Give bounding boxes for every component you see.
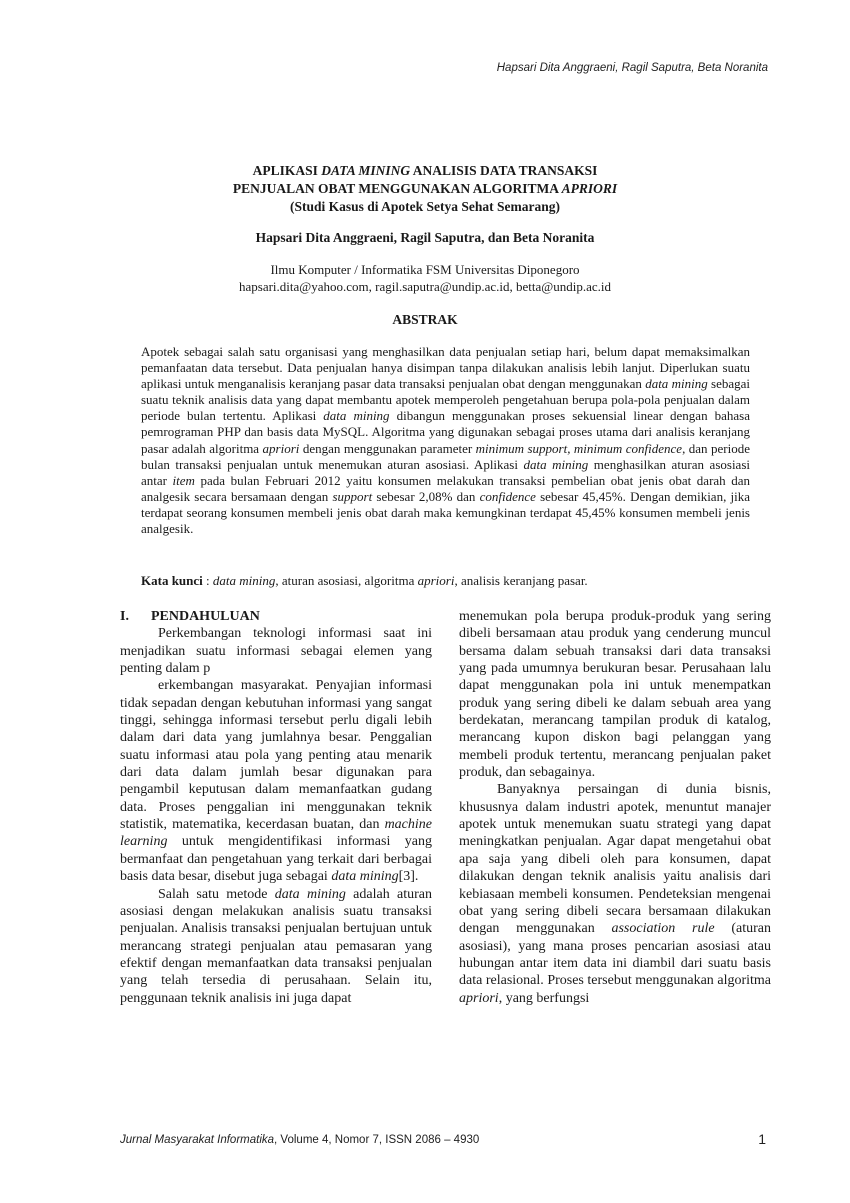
paragraph: Salah satu metode data mining adalah aturan asosiasi dengan melakukan analisis suatu transaksi penjualan. Analisis transaksi penjualan bertujuan untuk merancang strategi penjualan atau pemasaran yang efektif dengan memanfaatkan data transaksi penjualan yang telah tersedia di perusahaan. Selain itu, penggunaan teknik analisis ini juga dapat (120, 886, 432, 1006)
affiliation-institution: Ilmu Komputer / Informatika FSM Universitas Diponegoro (270, 262, 580, 277)
paragraph: erkembangan masyarakat. Penyajian informasi tidak sepadan dengan kebutuhan informasi yang sangat tinggi, sehingga informasi tersebut perlu digali lebih dalam dari data yang jumlahnya besar. Penggalian suatu informasi atau pola yang penting atau menarik dari data dalam jumlah besar digunakan para pengambil keputusan dalam memanfaatkan gudang data. Proses penggalian ini menggunakan teknik statistik, matematika, kecerdasan buatan, dan machine learning untuk mengidentifikasi informasi yang bermanfaat dan pengetahuan yang terkait dari berbagai basis data besar, disebut juga sebagai data mining[3]. (120, 678, 432, 885)
left-column (120, 608, 432, 1007)
right-column (459, 608, 771, 1007)
keywords-label: Kata kunci (141, 573, 203, 588)
paragraph: menemukan pola berupa produk-produk yang sering dibeli bersamaan atau produk yang cenderung muncul bersama dalam sebuah transaksi dari data transaksi yang pada umumnya berukuran besar. Perusahaan lalu dapat menggunakan pola ini untuk menempatkan produk yang sering dibeli ke dalam sebuah area yang berdekatan, merancang tampilan produk di katalog, merancang kupon diskon bagi pelanggan yang membeli produk tertentu, merancang penjualan paket produk, dan sebagainya. (459, 609, 771, 781)
title-line-1: APLIKASI DATA MINING ANALISIS DATA TRANSAKSI (252, 163, 598, 178)
paper-title (0, 162, 850, 216)
keywords: Kata kunci : data mining, aturan asosiasi, algoritma apriori, analisis keranjang pasar. (141, 573, 588, 588)
title-subtitle: (Studi Kasus di Apotek Setya Sehat Semarang) (289, 199, 561, 214)
title-line-2: PENJUALAN OBAT MENGGUNAKAN ALGORITMA APRIORI (232, 181, 618, 196)
affiliation (0, 261, 850, 295)
section-heading: I. PENDAHULUAN (120, 609, 260, 624)
affiliation-emails: hapsari.dita@yahoo.com, ragil.saputra@undip.ac.id, betta@undip.ac.id (238, 279, 611, 294)
paragraph: Banyaknya persaingan di dunia bisnis, khususnya dalam industri apotek, menuntut manajer apotek untuk menemukan suatu strategi yang dapat meningkatkan penjualan. Agar dapat mengetahui obat apa saja yang dibeli oleh para konsumen, dapat dilakukan dengan teknik analisis yaitu analisis dari kebiasaan membeli konsumen. Pendeteksian mengenai obat yang sering dibeli secara bersamaan dilakukan dengan menggunakan association rule (aturan asosiasi), yang mana proses pencarian asosiasi atau hubungan antar item data ini diambil dari suatu basis data relasional. Proses tersebut menggunakan algoritma apriori, yang berfungsi (459, 782, 771, 1006)
abstract-heading: ABSTRAK (392, 312, 458, 327)
running-head: Hapsari Dita Anggraeni, Ragil Saputra, Beta Noranita (496, 62, 768, 74)
page-number: 1 (758, 1131, 766, 1147)
authors: Hapsari Dita Anggraeni, Ragil Saputra, dan Beta Noranita (255, 230, 595, 245)
abstract-body: Apotek sebagai salah satu organisasi yang menghasilkan data penjualan setiap hari, belum dapat memaksimalkan pemanfaatan data tersebut. Data penjualan hanya disimpan tanpa dilakukan analisis lebih lanjut. Diperlukan suatu aplikasi untuk menganalisis keranjang pasar data transaksi penjualan obat dengan menggunakan data mining sebagai suatu teknik analisis data yang dapat membantu apotek memperoleh pengetahuan berupa pola-pola penjualan dalam periode bulan tertentu. Aplikasi data mining dibangun menggunakan proses sekuensial linear dengan bahasa pemrograman PHP dan basis data MySQL. Algoritma yang digunakan sebagai proses utama dari analisis keranjang pasar adalah algoritma apriori dengan menggunakan parameter minimum support, minimum confidence, dan periode bulan transaksi penjualan untuk menemukan aturan asosiasi. Aplikasi data mining menghasilkan aturan asosiasi antar item pada bulan Februari 2012 yaitu konsumen melakukan transaksi pembelian obat jenis obat darah dan analgesik secara bersamaan dengan support sebesar 2,08% dan confidence sebesar 45,45%. Dengan demikian, jika terdapat seorang konsumen membeli jenis obat darah maka kemungkinan terdapat 45,45% konsumen membeli jenis analgesik. (141, 344, 751, 537)
paragraph: Perkembangan teknologi informasi saat ini menjadikan suatu informasi sebagai elemen yang penting dalam p (120, 626, 432, 677)
footer-journal: Jurnal Masyarakat Informatika, Volume 4, Nomor 7, ISSN 2086 – 4930 (120, 1134, 480, 1146)
